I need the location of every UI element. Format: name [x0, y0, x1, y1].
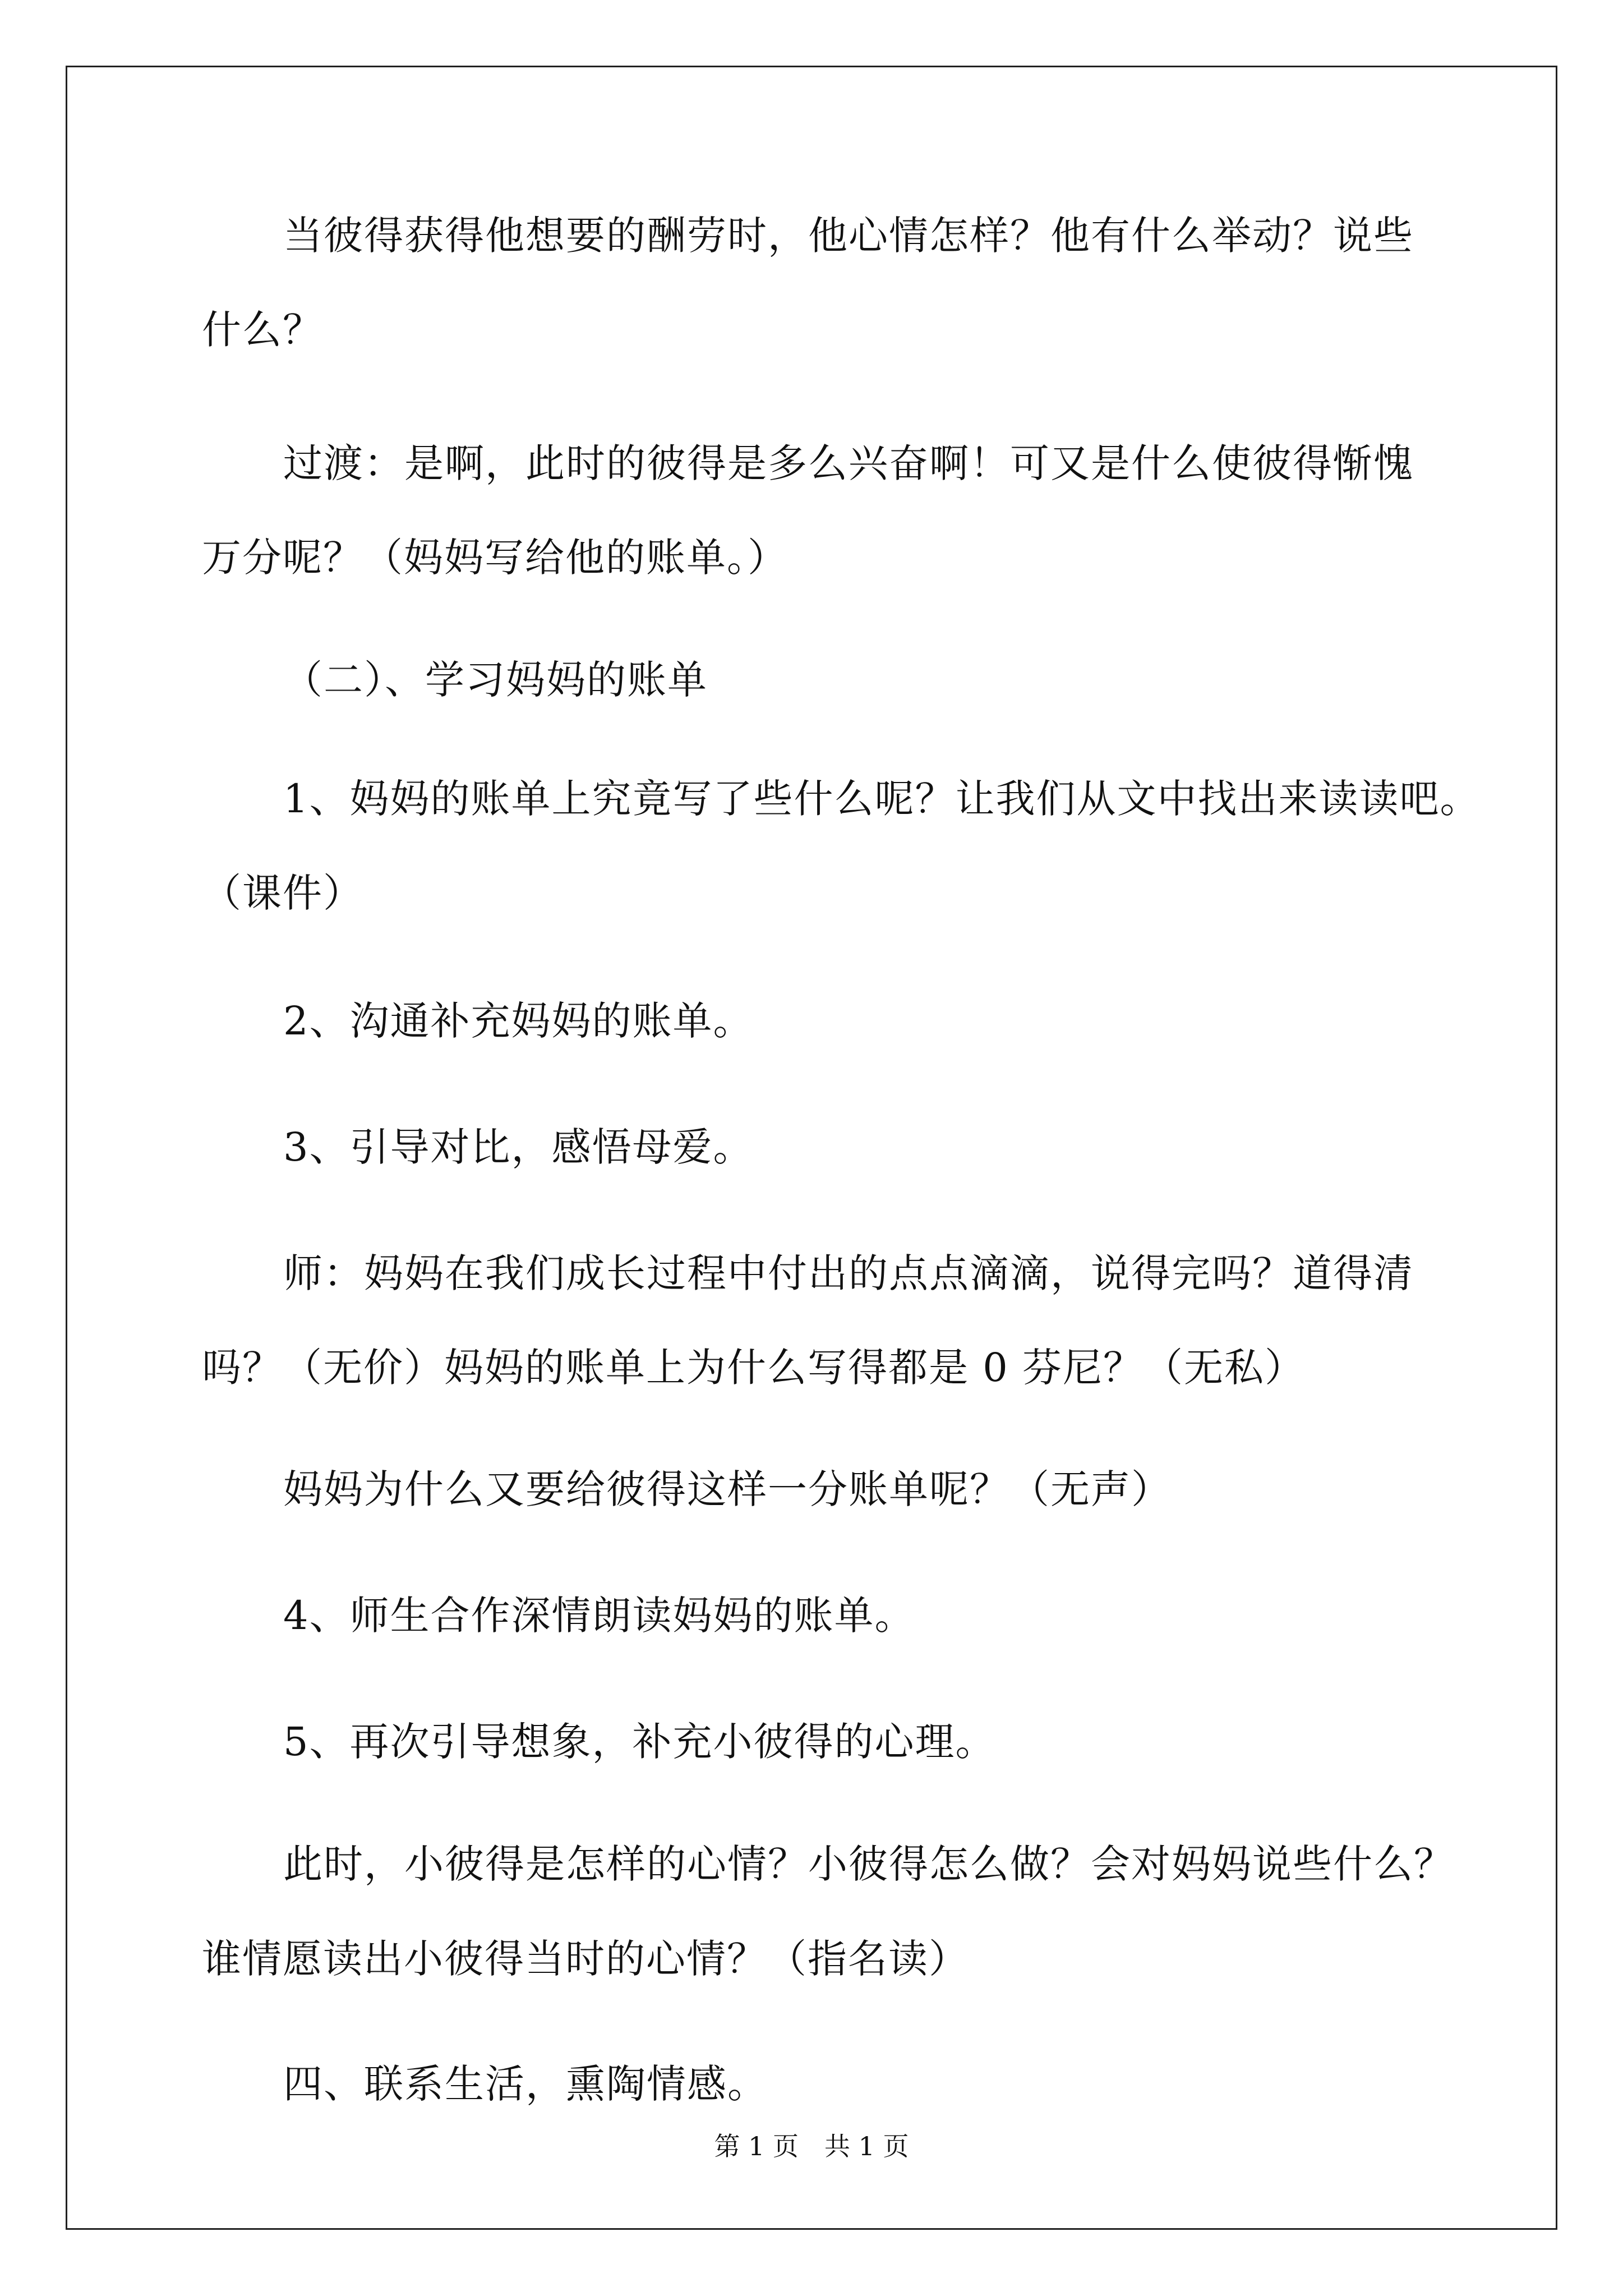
paragraph-line: 此时，小彼得是怎样的心情？小彼得怎么做？会对妈妈说些什么？ [283, 1841, 1454, 1887]
paragraph-line: 什么？ [202, 307, 323, 353]
paragraph-line: 5、再次引导想象，补充小彼得的心理。 [283, 1719, 996, 1765]
section-heading: 四、联系生活，熏陶情感。 [283, 2061, 768, 2107]
paragraph-line: 妈妈为什么又要给彼得这样一分账单呢？（无声） [283, 1466, 1172, 1512]
paragraph-line: （课件） [202, 870, 363, 916]
section-heading: （二）、学习妈妈的账单 [283, 657, 708, 703]
paragraph-line: 师：妈妈在我们成长过程中付出的点点滴滴，说得完吗？道得清 [283, 1250, 1414, 1296]
page-number-footer: 第 1 页 共 1 页 [714, 2131, 909, 2161]
paragraph-line: 过渡：是啊，此时的彼得是多么兴奋啊！可又是什么使彼得惭愧 [283, 440, 1414, 486]
paragraph-line: 万分呢？（妈妈写给他的账单。） [202, 535, 788, 581]
paragraph-line: 4、师生合作深情朗读妈妈的账单。 [283, 1593, 915, 1639]
paragraph-line: 谁情愿读出小彼得当时的心情？（指名读） [202, 1936, 969, 1982]
paragraph-line: 吗？（无价）妈妈的账单上为什么写得都是 0 芬尼？（无私） [202, 1345, 1306, 1391]
paragraph-line: 1、妈妈的账单上究竟写了些什么呢？让我们从文中找出来读读吧。 [283, 776, 1481, 822]
paragraph-line: 2、沟通补充妈妈的账单。 [283, 998, 754, 1044]
paragraph-line: 3、引导对比，感悟母爱。 [283, 1124, 754, 1170]
paragraph-line: 当彼得获得他想要的酬劳时，他心情怎样？他有什么举动？说些 [283, 213, 1414, 259]
